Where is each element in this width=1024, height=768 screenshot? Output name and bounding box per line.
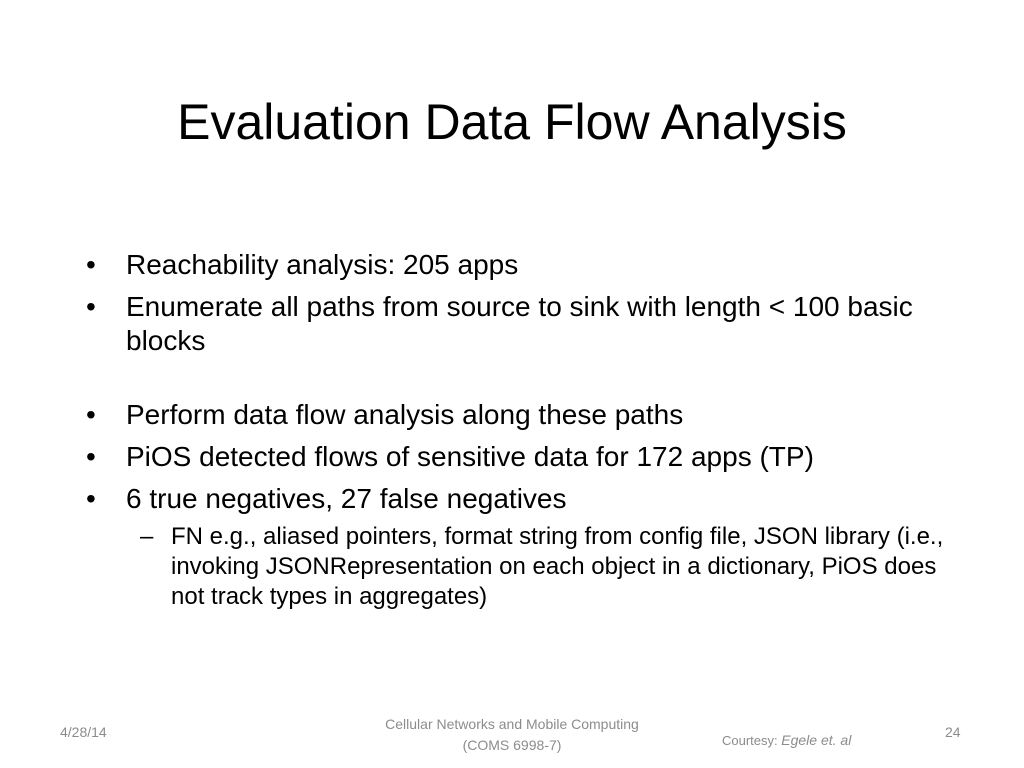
bullet-marker: • — [86, 441, 96, 472]
bullet-item — [86, 248, 956, 282]
bullet-item — [86, 290, 956, 358]
bullet-text: Perform data flow analysis along these paths — [126, 399, 684, 430]
bullet-text: Reachability analysis: 205 apps — [126, 249, 519, 280]
footer-course — [312, 714, 712, 756]
slide-content — [86, 248, 956, 612]
sub-bullet-marker: – — [140, 523, 154, 550]
bullet-marker: • — [86, 483, 96, 514]
bullet-marker: • — [86, 291, 96, 322]
sub-bullet-text: FN e.g., aliased pointers, format string from config file, JSON library (i.e., invoking JSONRepresentation on each object in a dictionary, PiOS does not track types in aggregates) — [171, 523, 944, 610]
page-number: 24 — [945, 724, 961, 740]
bullet-text: PiOS detected flows of sensitive data for 172 apps (TP) — [126, 441, 814, 472]
bullet-marker: • — [86, 249, 96, 280]
courtesy-author: Egele et. al — [781, 732, 852, 748]
footer-course-name: Cellular Networks and Mobile Computing — [385, 716, 639, 732]
courtesy-label: Courtesy: — [722, 733, 778, 748]
bullet-marker: • — [86, 399, 96, 430]
footer-date: 4/28/14 — [60, 724, 107, 740]
bullet-text: Enumerate all paths from source to sink with length < 100 basic blocks — [126, 291, 913, 356]
footer-courtesy — [722, 732, 851, 748]
sub-bullet-item — [86, 522, 956, 612]
bullet-item — [86, 398, 956, 432]
footer-course-code: (COMS 6998-7) — [462, 737, 562, 753]
bullet-item — [86, 482, 956, 516]
bullet-text: 6 true negatives, 27 false negatives — [126, 483, 567, 514]
bullet-item — [86, 440, 956, 474]
slide-title: Evaluation Data Flow Analysis — [177, 94, 847, 150]
